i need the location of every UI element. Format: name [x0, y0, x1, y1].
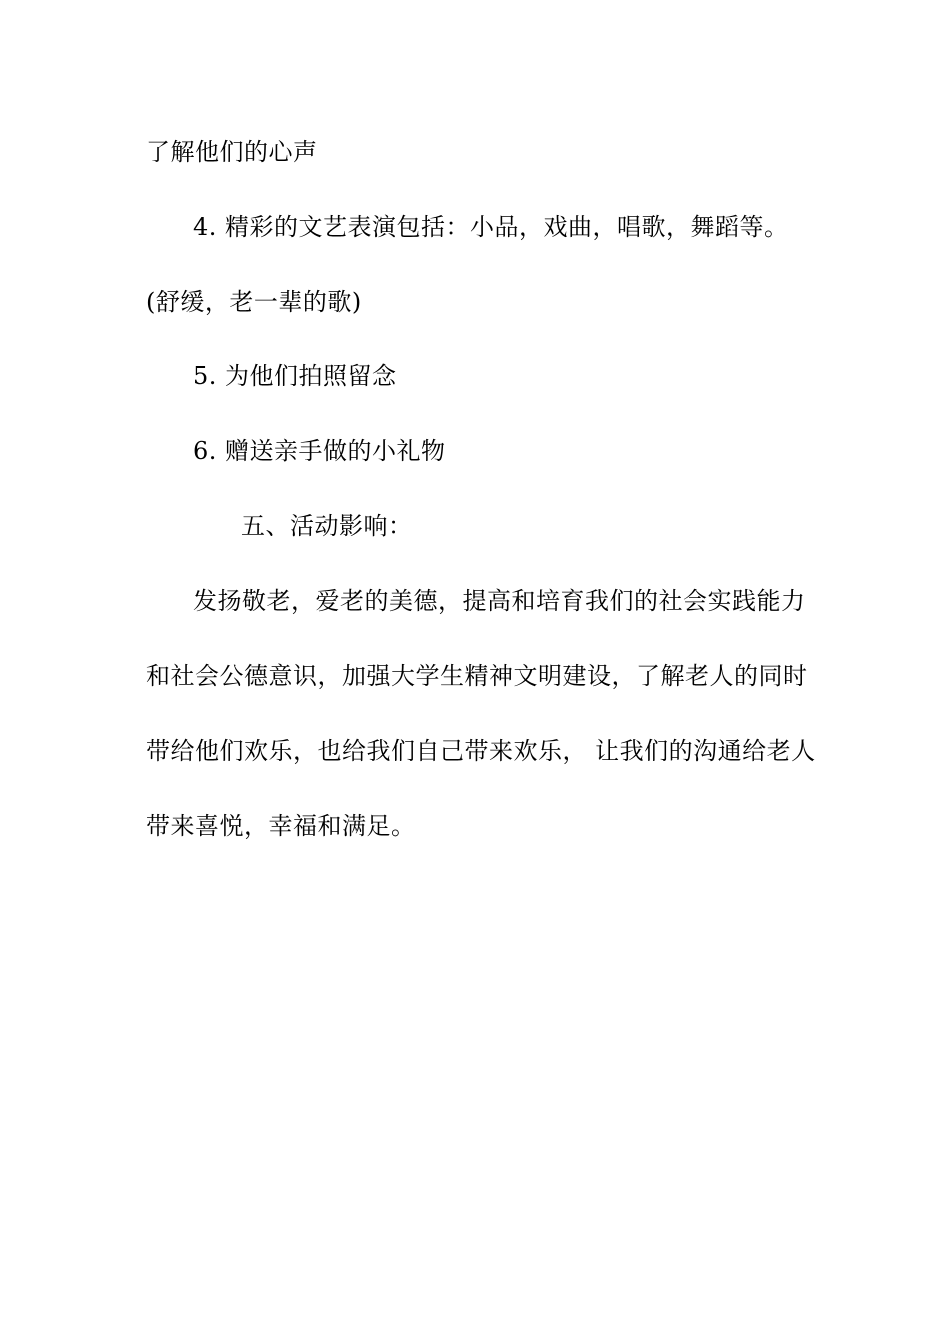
list-item-6-gifts: 6. 赠送亲手做的小礼物 — [193, 437, 446, 465]
paragraph-line-2: 和社会公德意识，加强大学生精神文明建设，了解老人的同时 — [146, 662, 808, 690]
list-item-5-photos: 5. 为他们拍照留念 — [193, 362, 397, 390]
list-item-4-performances: 4. 精彩的文艺表演包括：小品，戏曲，唱歌，舞蹈等。 — [193, 213, 789, 241]
text-line-songs-note: (舒缓，老一辈的歌) — [146, 288, 362, 316]
paragraph-line-3: 带给他们欢乐，也给我们自己带来欢乐， 让我们的沟通给老人 — [146, 737, 816, 765]
paragraph-line-4: 带来喜悦，幸福和满足。 — [146, 812, 416, 840]
paragraph-line-1: 发扬敬老，爱老的美德，提高和培育我们的社会实践能力 — [193, 587, 806, 615]
section-heading-impact: 五、活动影响： — [241, 512, 413, 540]
text-line-intro-continuation: 了解他们的心声 — [146, 138, 318, 166]
